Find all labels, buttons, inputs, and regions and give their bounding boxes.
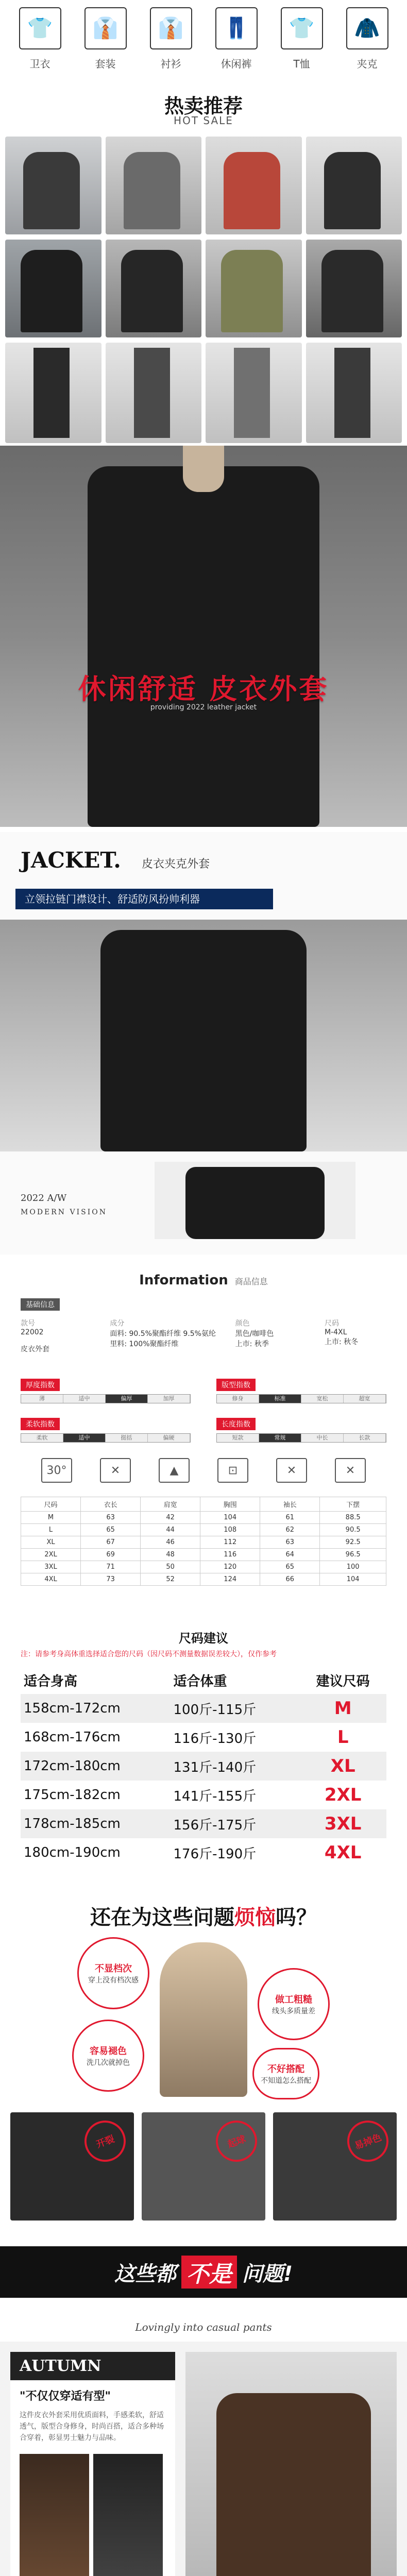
index-bars — [21, 1376, 386, 1443]
weight-cell: 176斤-190斤 — [170, 1838, 299, 1867]
problem-panel-pilling — [142, 2112, 265, 2221]
category-item-shirt[interactable] — [146, 7, 196, 71]
problems-area — [0, 1937, 407, 2102]
index-seg: 超宽 — [344, 1395, 386, 1403]
size-header-cell: 胸围 — [200, 1497, 260, 1512]
index-label: 长度指数 — [216, 1418, 256, 1430]
hoodie-icon: 👕 — [19, 7, 61, 49]
category-item-tshirt[interactable] — [277, 7, 327, 71]
jacket-icon: 🧥 — [346, 7, 388, 49]
table-row — [21, 1723, 386, 1752]
problems-head-red: 烦恼 — [234, 1906, 276, 1929]
height-cell: 180cm-190cm — [21, 1838, 170, 1867]
problem-stamp: 易掉色 — [342, 2115, 395, 2168]
index-seg: 适中 — [63, 1395, 106, 1403]
info-season: 上市: 秋季 — [235, 1340, 269, 1348]
length-index — [216, 1418, 386, 1443]
jacket-photo — [100, 930, 307, 1151]
size-cell: 4XL — [21, 1573, 81, 1586]
size-cell: 100 — [320, 1561, 386, 1573]
category-label: 卫衣 — [29, 57, 50, 70]
recommend-title: 尺码建议 — [179, 1631, 228, 1646]
autumn-body: 这件皮衣外套采用优质面料，手感柔软，舒适透气，版型合身修身，时尚百搭，适合多种场合穿着，彰显男士魅力与品味。 — [20, 2411, 164, 2442]
index-label: 版型指数 — [216, 1379, 256, 1391]
product-tile[interactable] — [206, 137, 302, 234]
brown-jacket-image — [216, 2393, 371, 2576]
problem-stamp: 开裂 — [79, 2115, 132, 2168]
category-label: T恤 — [293, 57, 310, 70]
product-tile[interactable] — [5, 137, 101, 234]
size-cell: 64 — [260, 1549, 320, 1561]
info-title: Information — [139, 1273, 228, 1288]
size-cell: L — [299, 1723, 386, 1752]
size-cell: 46 — [141, 1536, 200, 1549]
category-item-jacket[interactable] — [342, 7, 393, 71]
index-seg: 加厚 — [148, 1395, 190, 1403]
info-col — [325, 1318, 386, 1354]
product-tile[interactable] — [106, 343, 202, 443]
recommend-table — [21, 1667, 386, 1867]
product-tile[interactable] — [106, 240, 202, 337]
product-tile[interactable] — [306, 343, 402, 443]
weight-cell: 131斤-140斤 — [170, 1752, 299, 1781]
table-row — [21, 1512, 386, 1524]
autumn-section — [0, 2342, 407, 2576]
size-header-cell: 尺码 — [21, 1497, 81, 1512]
size-cell: 3XL — [21, 1561, 81, 1573]
problem-desc: 线头多质量差 — [272, 2007, 315, 2015]
info-lining: 里料: 100%聚酯纤维 — [110, 1340, 179, 1348]
softness-index — [21, 1418, 191, 1443]
index-seg-active: 适中 — [63, 1434, 106, 1442]
worried-model-image — [160, 1942, 247, 2097]
weight-cell: 116斤-130斤 — [170, 1723, 299, 1752]
size-cell: 50 — [141, 1561, 200, 1573]
jacket-feature-band: 立领拉链门襟设计、舒适防风扮帅利器 — [15, 889, 273, 909]
problem-bubble — [72, 2020, 144, 2092]
weight-cell: 141斤-155斤 — [170, 1781, 299, 1809]
size-cell: 48 — [141, 1549, 200, 1561]
product-tile[interactable] — [206, 343, 302, 443]
autumn-thumb — [93, 2454, 163, 2576]
table-row — [21, 1752, 386, 1781]
size-table — [21, 1497, 386, 1586]
hero-banner — [0, 446, 407, 827]
size-cell: M — [21, 1512, 81, 1524]
problem-desc: 洗几次就掉色 — [87, 2059, 130, 2067]
jacket-cn: 皮衣夹克外套 — [142, 858, 210, 871]
no-bleach-icon: ✕ — [100, 1458, 131, 1483]
pants-grid — [5, 343, 402, 443]
info-extra: 上市: 秋冬 — [324, 1338, 359, 1346]
table-row — [21, 1694, 386, 1723]
pants-icon: 👖 — [215, 7, 258, 49]
size-cell: 90.5 — [320, 1524, 386, 1536]
problem-desc: 穿上没有档次感 — [88, 1976, 139, 1985]
size-cell: 124 — [200, 1573, 260, 1586]
autumn-model-photo — [185, 2352, 397, 2576]
info-col — [235, 1318, 313, 1354]
weight-cell: 156斤-175斤 — [170, 1809, 299, 1838]
size-cell: L — [21, 1524, 81, 1536]
info-type: 皮衣外套 — [21, 1345, 49, 1353]
no-dryclean-icon: ✕ — [335, 1458, 366, 1483]
index-seg-active: 常规 — [259, 1434, 301, 1442]
wash-icons — [41, 1458, 366, 1483]
category-label: 夹克 — [357, 57, 378, 70]
weight-cell: 100斤-115斤 — [170, 1694, 299, 1723]
product-tile[interactable] — [306, 240, 402, 337]
height-cell: 168cm-176cm — [21, 1723, 170, 1752]
ribbon-text-a: 这些都 — [114, 2262, 176, 2286]
size-cell: 63 — [81, 1512, 141, 1524]
hero-slogan: 休闲舒适 皮衣外套 — [78, 673, 329, 705]
size-cell: 3XL — [299, 1809, 386, 1838]
info-key: 尺码 — [324, 1319, 339, 1328]
index-seg: 中长 — [301, 1434, 344, 1442]
size-cell: 44 — [141, 1524, 200, 1536]
thickness-index — [21, 1379, 191, 1403]
size-cell: 108 — [200, 1524, 260, 1536]
category-label: 衬衫 — [160, 57, 181, 70]
size-cell: 92.5 — [320, 1536, 386, 1549]
hot-sale-subtitle: HOT SALE — [174, 114, 233, 127]
jacket-flat-photo — [185, 1167, 325, 1239]
size-cell: 65 — [81, 1524, 141, 1536]
table-row — [21, 1838, 386, 1867]
hero-small-text: providing 2022 leather jacket — [150, 703, 257, 711]
jacket-flat-photo-bg — [155, 1162, 355, 1239]
index-seg: 修身 — [217, 1395, 259, 1403]
category-item-pants[interactable] — [211, 7, 262, 71]
size-table-header — [21, 1497, 386, 1512]
recommend-header-cell: 适合身高 — [21, 1667, 170, 1694]
problems-head-text: 还在为这些问题 — [90, 1906, 234, 1929]
index-seg: 长款 — [344, 1434, 386, 1442]
problem-title: 做工粗糙 — [275, 1994, 312, 2005]
category-item-hoodie[interactable] — [15, 7, 65, 71]
autumn-slogan: "不仅仅穿适有型" — [20, 2390, 111, 2403]
index-seg-active: 标准 — [259, 1395, 301, 1403]
height-cell: 175cm-182cm — [21, 1781, 170, 1809]
info-key: 成分 — [110, 1319, 125, 1328]
category-label: 休闲裤 — [221, 57, 252, 70]
problems-heading — [0, 1901, 407, 1930]
problem-title: 不好搭配 — [267, 2064, 304, 2075]
product-tile[interactable] — [5, 240, 101, 337]
table-row — [21, 1549, 386, 1561]
problem-title: 不显档次 — [95, 1963, 132, 1974]
size-cell: 116 — [200, 1549, 260, 1561]
size-cell: 73 — [81, 1573, 141, 1586]
ribbon-text-c: 问题! — [242, 2262, 293, 2286]
info-col — [21, 1318, 98, 1354]
recommend-header — [21, 1667, 386, 1694]
problem-desc: 不知道怎么搭配 — [261, 2077, 311, 2085]
index-seg-active: 偏厚 — [106, 1395, 148, 1403]
size-cell: 52 — [141, 1573, 200, 1586]
product-grid-row-1 — [5, 137, 402, 234]
size-cell: XL — [299, 1752, 386, 1781]
size-cell: 62 — [260, 1524, 320, 1536]
problem-title: 容易褪色 — [90, 2046, 127, 2057]
category-row — [0, 0, 407, 77]
product-tile[interactable] — [306, 137, 402, 234]
season-year: 2022 A/W — [21, 1193, 67, 1204]
info-key: 颜色 — [235, 1319, 250, 1328]
index-seg: 短款 — [217, 1434, 259, 1442]
size-cell: 66 — [260, 1573, 320, 1586]
index-label: 厚度指数 — [21, 1379, 60, 1391]
size-header-cell: 衣长 — [81, 1497, 141, 1512]
recommend-header-cell: 适合体重 — [170, 1667, 299, 1694]
index-label: 柔软指数 — [21, 1418, 60, 1430]
size-cell: 104 — [200, 1512, 260, 1524]
info-col — [110, 1318, 223, 1354]
size-cell: 71 — [81, 1561, 141, 1573]
hero-model-neck — [183, 446, 224, 492]
fit-index — [216, 1379, 386, 1403]
bleach-triangle-icon: ▲ — [159, 1458, 190, 1483]
recommend-note: 注：请参考身高体重选择适合您的尺码（因尺码不测量数据误差较大），仅作参考 — [21, 1650, 277, 1658]
category-item-suit[interactable] — [80, 7, 131, 71]
problems-head-tail: 吗？ — [276, 1906, 317, 1929]
info-cols — [21, 1318, 386, 1354]
size-cell: 4XL — [299, 1838, 386, 1867]
category-label: 套装 — [95, 57, 116, 70]
info-value: M-4XL — [324, 1328, 347, 1336]
base-info-label: 基础信息 — [21, 1298, 60, 1311]
index-bars-row-2 — [21, 1418, 386, 1443]
no-iron-icon: ✕ — [276, 1458, 307, 1483]
hero-jacket-image — [88, 466, 319, 827]
index-seg: 薄 — [21, 1395, 63, 1403]
height-cell: 172cm-180cm — [21, 1752, 170, 1781]
autumn-title: AUTUMN — [10, 2352, 175, 2380]
height-cell: 178cm-185cm — [21, 1809, 170, 1838]
info-value: 黑色/咖啡色 — [235, 1330, 274, 1338]
index-seg: 偏硬 — [148, 1434, 190, 1442]
tshirt-icon: 👕 — [281, 7, 323, 49]
size-cell: 42 — [141, 1512, 200, 1524]
info-key: 款号 — [21, 1319, 35, 1328]
size-cell: 61 — [260, 1512, 320, 1524]
size-header-cell: 肩宽 — [141, 1497, 200, 1512]
product-grid-row-2 — [5, 240, 402, 337]
shirt-icon: 👔 — [150, 7, 192, 49]
ribbon-text-b: 不是 — [181, 2256, 237, 2289]
size-cell: 120 — [200, 1561, 260, 1573]
height-cell: 158cm-172cm — [21, 1694, 170, 1723]
modern-vision: MODERN VISION — [21, 1208, 107, 1216]
info-value: 面料: 90.5%聚酯纤维 9.5%氨纶 — [110, 1330, 216, 1338]
table-row — [21, 1809, 386, 1838]
size-cell: XL — [21, 1536, 81, 1549]
jacket-section — [0, 832, 407, 1255]
table-row — [21, 1524, 386, 1536]
jacket-word: JACKET. — [21, 848, 121, 873]
index-bars-row-1 — [21, 1379, 386, 1403]
hot-sale-title: 热卖推荐 — [164, 95, 243, 117]
problem-bubble — [252, 2048, 319, 2099]
size-header-cell: 袖长 — [260, 1497, 320, 1512]
not-a-problem-ribbon — [0, 2246, 407, 2298]
size-cell: 104 — [320, 1573, 386, 1586]
size-cell: 69 — [81, 1549, 141, 1561]
info-value: 22002 — [21, 1328, 44, 1336]
problem-bubble — [258, 1968, 330, 2040]
index-seg: 柔软 — [21, 1434, 63, 1442]
product-tile[interactable] — [206, 240, 302, 337]
problem-panel-fade — [273, 2112, 397, 2221]
autumn-script: Lovingly into casual pants — [135, 2321, 272, 2333]
size-cell: 112 — [200, 1536, 260, 1549]
product-tile[interactable] — [106, 137, 202, 234]
size-cell: 65 — [260, 1561, 320, 1573]
size-cell: M — [299, 1694, 386, 1723]
size-cell: 2XL — [21, 1549, 81, 1561]
problem-panel-crack — [10, 2112, 134, 2221]
problem-bubble — [77, 1937, 149, 2009]
recommend-header-cell: 建议尺码 — [299, 1667, 386, 1694]
suit-icon: 👔 — [84, 7, 127, 49]
table-row — [21, 1781, 386, 1809]
autumn-thumbs — [10, 2447, 175, 2576]
table-row — [21, 1536, 386, 1549]
size-cell: 63 — [260, 1536, 320, 1549]
table-row — [21, 1573, 386, 1586]
problem-stamp: 起球 — [210, 2115, 263, 2168]
info-header — [0, 1273, 407, 1288]
size-cell: 2XL — [299, 1781, 386, 1809]
info-title-cn: 商品信息 — [234, 1277, 268, 1286]
table-row — [21, 1561, 386, 1573]
size-cell: 96.5 — [320, 1549, 386, 1561]
product-tile[interactable] — [5, 343, 101, 443]
size-cell: 67 — [81, 1536, 141, 1549]
autumn-thumb — [20, 2454, 89, 2576]
tumble-dry-icon: ⊡ — [217, 1458, 248, 1483]
info-basic — [21, 1298, 386, 1354]
jacket-photo-bg — [0, 920, 407, 1151]
wash-30-icon: 30° — [41, 1458, 72, 1483]
index-seg: 挺括 — [106, 1434, 148, 1442]
size-header-cell: 下摆 — [320, 1497, 386, 1512]
autumn-left-panel — [10, 2352, 175, 2576]
index-seg: 宽松 — [301, 1395, 344, 1403]
size-cell: 88.5 — [320, 1512, 386, 1524]
